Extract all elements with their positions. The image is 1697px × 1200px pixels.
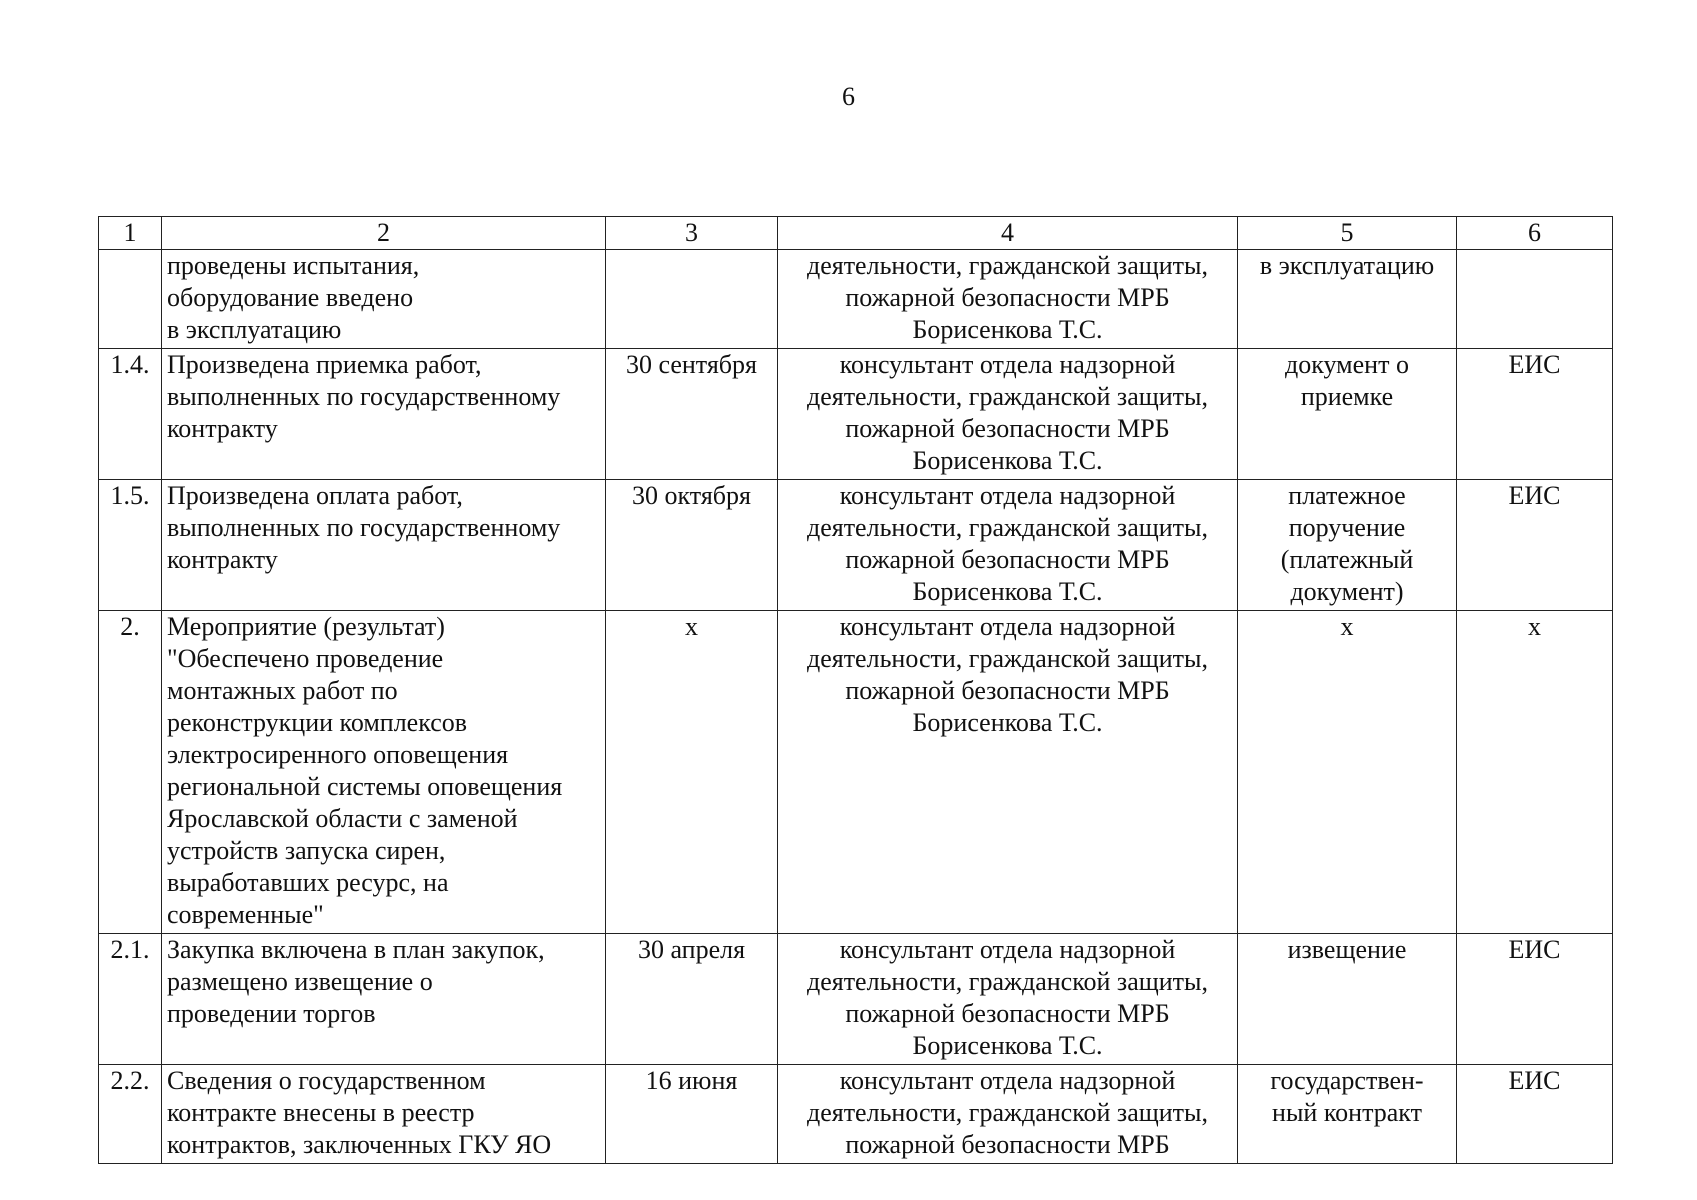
description-cell: Произведена приемка работ, выполненных по государственному контракту: [162, 349, 606, 480]
deadline-cell: 30 апреля: [606, 934, 778, 1065]
row-number-cell: 2.1.: [99, 934, 162, 1065]
document-cell: документ о приемке: [1238, 349, 1457, 480]
table-row: [99, 611, 1613, 934]
deadline-cell: х: [606, 611, 778, 934]
document-cell: х: [1238, 611, 1457, 934]
source-cell: ЕИС: [1457, 934, 1613, 1065]
row-number-cell: 1.4.: [99, 349, 162, 480]
deadline-cell: 30 сентября: [606, 349, 778, 480]
deadline-cell: 30 октября: [606, 480, 778, 611]
description-cell: проведены испытания, оборудование введено в эксплуатацию: [162, 250, 606, 349]
responsible-cell: консультант отдела надзорной деятельности, гражданской защиты, пожарной безопасности МРБ Борисенкова Т.С.: [778, 480, 1238, 611]
row-number-cell: [99, 250, 162, 349]
deadline-cell: 16 июня: [606, 1065, 778, 1164]
source-cell: ЕИС: [1457, 349, 1613, 480]
page-number: 6: [842, 82, 855, 111]
column-header: 3: [606, 217, 778, 250]
column-header: 6: [1457, 217, 1613, 250]
table-row: [99, 349, 1613, 480]
table-row: [99, 250, 1613, 349]
source-cell: х: [1457, 611, 1613, 934]
responsible-cell: консультант отдела надзорной деятельности, гражданской защиты, пожарной безопасности МРБ Борисенкова Т.С.: [778, 349, 1238, 480]
column-header: 2: [162, 217, 606, 250]
source-cell: ЕИС: [1457, 480, 1613, 611]
document-cell: государствен- ный контракт: [1238, 1065, 1457, 1164]
row-number-cell: 1.5.: [99, 480, 162, 611]
deadline-cell: [606, 250, 778, 349]
column-header: 1: [99, 217, 162, 250]
source-cell: [1457, 250, 1613, 349]
responsible-cell: консультант отдела надзорной деятельности, гражданской защиты, пожарной безопасности МРБ: [778, 1065, 1238, 1164]
description-cell: Сведения о государственном контракте внесены в реестр контрактов, заключенных ГКУ ЯО: [162, 1065, 606, 1164]
row-number-cell: 2.2.: [99, 1065, 162, 1164]
document-cell: в эксплуатацию: [1238, 250, 1457, 349]
source-cell: ЕИС: [1457, 1065, 1613, 1164]
description-cell: Мероприятие (результат) "Обеспечено проведение монтажных работ по реконструкции комплексов электросиренного оповещения региональной системы оповещения Ярославской области с заменой устройств запуска сирен, выработавших ресурс, на современные": [162, 611, 606, 934]
description-cell: Закупка включена в план закупок, размещено извещение о проведении торгов: [162, 934, 606, 1065]
table-row: [99, 1065, 1613, 1164]
document-cell: извещение: [1238, 934, 1457, 1065]
table-header-row: [99, 217, 1613, 250]
measures-table: [98, 216, 1613, 1164]
responsible-cell: консультант отдела надзорной деятельности, гражданской защиты, пожарной безопасности МРБ Борисенкова Т.С.: [778, 611, 1238, 934]
table-row: [99, 934, 1613, 1065]
responsible-cell: консультант отдела надзорной деятельности, гражданской защиты, пожарной безопасности МРБ Борисенкова Т.С.: [778, 934, 1238, 1065]
column-header: 4: [778, 217, 1238, 250]
column-header: 5: [1238, 217, 1457, 250]
responsible-cell: деятельности, гражданской защиты, пожарной безопасности МРБ Борисенкова Т.С.: [778, 250, 1238, 349]
row-number-cell: 2.: [99, 611, 162, 934]
document-cell: платежное поручение (платежный документ): [1238, 480, 1457, 611]
description-cell: Произведена оплата работ, выполненных по государственному контракту: [162, 480, 606, 611]
table-row: [99, 480, 1613, 611]
